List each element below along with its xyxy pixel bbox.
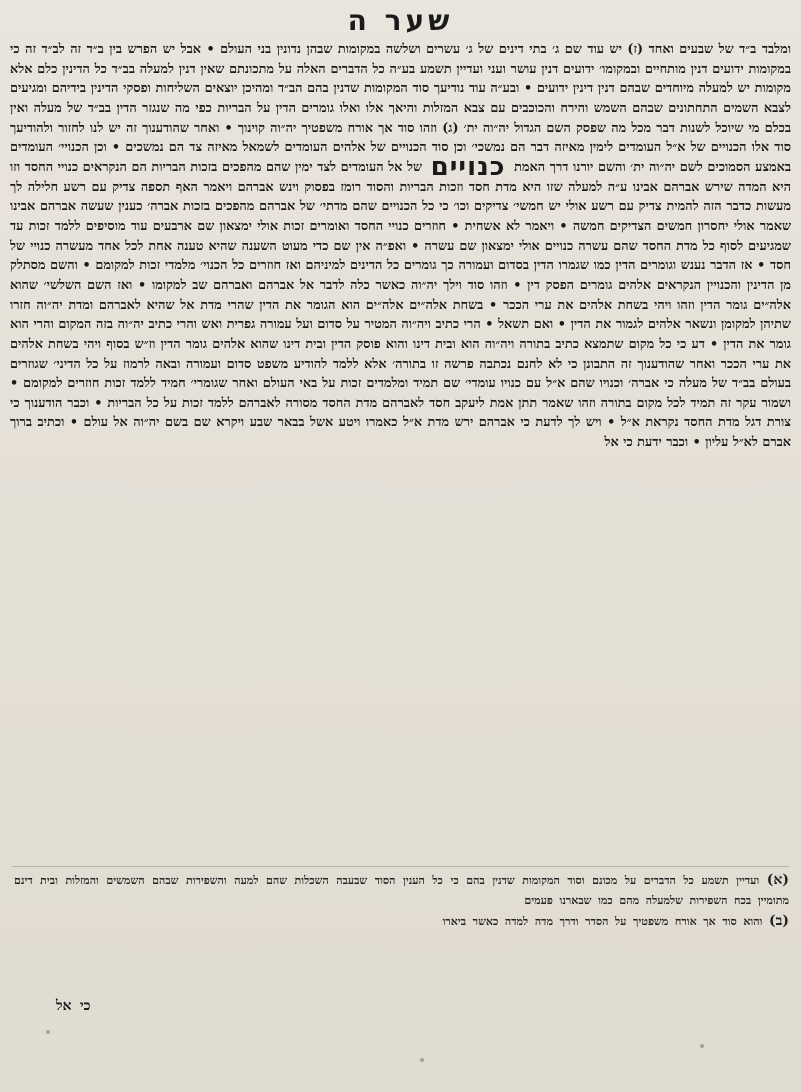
main-text-part-2: של אל העומדים לצד ימין שהם מהפכים בזכות הבריות הם הנקראים כנויי החסד וזו היא המדה שירש אברהם אבינו ע״ה למעלה שזו היא מדת חסד וזכות הבריות והסוד רומז בפסוק וינש אברהם ויאמר האף תספה צדיק עם רשע חלילה לך מעשות כדבר הזה להמית צדיק עם רשע אולי יש חמשי׳ צדיקים וכו׳ כי כל הכנויים שהם מדתי׳ של אברהם מהפכים בזכות אברה׳ כענין שעשה אברהם אבינו שאמר אולי יחסרון חמשים הצדיקים חמשה • ויאמר לא אשחית • חוזרים כנויי החסד ואומרים זכות אולי ימצאון שם ארבעים עוד מוסיפים ללמד זכות עד שמגיעים לסוף כל מדת החסד שהם עשרה כנויים אולי ימצאון שם עשרה • ואפ״ה אין שם כדי מעוט השענה שהיא טענה אחת לכל אחד מעשרה כנויי של חסד • אז הדבר נענש וגומרים הדין כמו שגמרו הדין בסדום ועמורה כך גומרים כל הדינים למיניהם ואז חוזרים כל הכנוי׳ מלמדי זכות למקומם • והשם מסתלק מן הדינין והכנויין הנקראים אלהים גומרים הפסק דין • וזהו סוד וילך יה״וה כאשר כלה לדבר אל אברהם ואברהם שב למקומו • ואז השם השלשי׳ שהוא אלה״ים גומר הדין וזהו ויהי בשחת אלהים את ערי הככר • בשחת אלה״ים אלה״ים הוא הגומר את הדין שהרי מדת אל שהיא לאברהם ומדת יה״וה חזרו שתיהן למקומן ונשאר אלהים לגמור את הדין • ואם תשאל • הרי כתיב ויה״וה המטיר על סדום ועל עמורה גפרית ואש והרי כתיב יה״וה בזה המקום והרי הוא גומר את הדין • דע כי כל מקום שתמצא כתיב בתורה ויה״וה הוא ובית דינו והוא פוסק הדין ובית דינו שהוא אלהים גומר הדין וז״ש בסוף ויהי בשחת אלהים את ערי הככר ואחר שהודענוך זה התבונן כי לא לחנם נכתבה פרשה זו בתורה׳ אלא ללמד להודיע משפט סדום ועמורה ובאה לרמוז על כל הדיני׳ שגוזרים בעולם בב״ד של מעלה כי אברה׳ וכנויו שהם א״ל עם כנויו עומדי׳ שם תמיד ומלמדים זכות על באי העולם ואחר שגומרי׳ חמיד ללמד זכות חוזרים למקומם • ושמור עקר זה תמיד לכל מקום בתורה וזהו שאמר תתן אמת ליעקב חסד לאברהם מדת החסד מסורה לאברהם ללמד זכות על כל הבריות • וכבר הודענוך כי צורת דגל מדת החסד נקראת א״ל • ויש לך לדעת כי אברהם ירש מדת א״ל כאמרו ויטע אשל בבאר שבע ויקרא שם בשם יה״וה אל עולם • וכתיב ברוך אברם לא״ל עליון • וכבר ידעת כי אל (10, 159, 791, 451)
footnote-1 (14, 870, 789, 911)
footnotes-block (14, 870, 789, 990)
footnote-2-text: והוא סוד אך אורח משפטיך על הסדר ודרך מדה למדה כאשר ביארו (442, 915, 763, 928)
footnote-2-marker: (ב) (769, 913, 789, 929)
footnote-1-marker: (א) (766, 872, 789, 888)
ink-speck (46, 1030, 50, 1034)
main-text-part-1: ומלבד ב״ד של שבעים ואחד (ז) יש עוד שם ג׳ בתי דינים של ג׳ עשרים ושלשה במקומות שבהן נדונין בני העולם • אבל יש הפרש בין ב״ד זה לב״ד זה כי במקומות ידועים דנין מותחיים ובמקומו׳ ידועים דנין עושר ועני ועדיין תשמע בע״ה כל הדברים האלה על מתכונתם שאין דנין למעלה בב״ד כל הדינין כלם אלא מקומות יש למעלה מיוחדים שבהם דנין דינין ידועים • ובע״ה עוד נודיעך סוד המקומות שדנין בהם הב״ד ומהיכן יוצאים השליחות ופסקי הדינין בידיהם ומגיעים לצבא השמים התחתונים שבהם השמש והירח והכוכבים עם צבא המזלות והיאך אלו ואלו גומרים הדין על הבריות כפי מה שנגזר הדין בב״ד של מעלה ואין בכלם מי שיוכל לשנות דבר מכל מה שפסק השם הגדול יה״וה ית׳ (ג) וזהו סוד אך אורח משפטיך יה״וה קוינוך • ואחר שהודענוך זה יש לנו לחזור ולהודיעך סוד אלו הכנויים של א״ל העומדים לימין מאיזה דבר הם נמשכי׳ וכן סוד הכנויים של אלהים העומדים לשמאל מאיזה צד הם נמשכים • וכן הכנויי׳ העומדים באמצע הסמוכים לשם יה״וה ית׳ והשם יורנו דרך האמת (10, 42, 791, 175)
page-header-title: שער ה (347, 4, 454, 37)
footnote-2 (14, 911, 789, 932)
main-paragraph (10, 40, 791, 453)
footnote-1-text: ועדיין תשמע כל הדברים על מכונם וסוד המקומות שדנין בהם כי כל הענין הסוד שבעבה השכלות שהם למעה והשפירות שבהם השמשים והמזלות ובית דינם מתומיין בכח השפירות שלמעלה מהם כמו שבארנו פעמים (14, 874, 789, 907)
main-text-block (10, 40, 791, 852)
ink-speck (700, 1044, 704, 1048)
footnote-divider (12, 866, 789, 867)
catchword: כי אל (56, 998, 91, 1014)
inline-section-heading: כנויים (430, 151, 506, 182)
ink-speck (420, 1058, 424, 1062)
